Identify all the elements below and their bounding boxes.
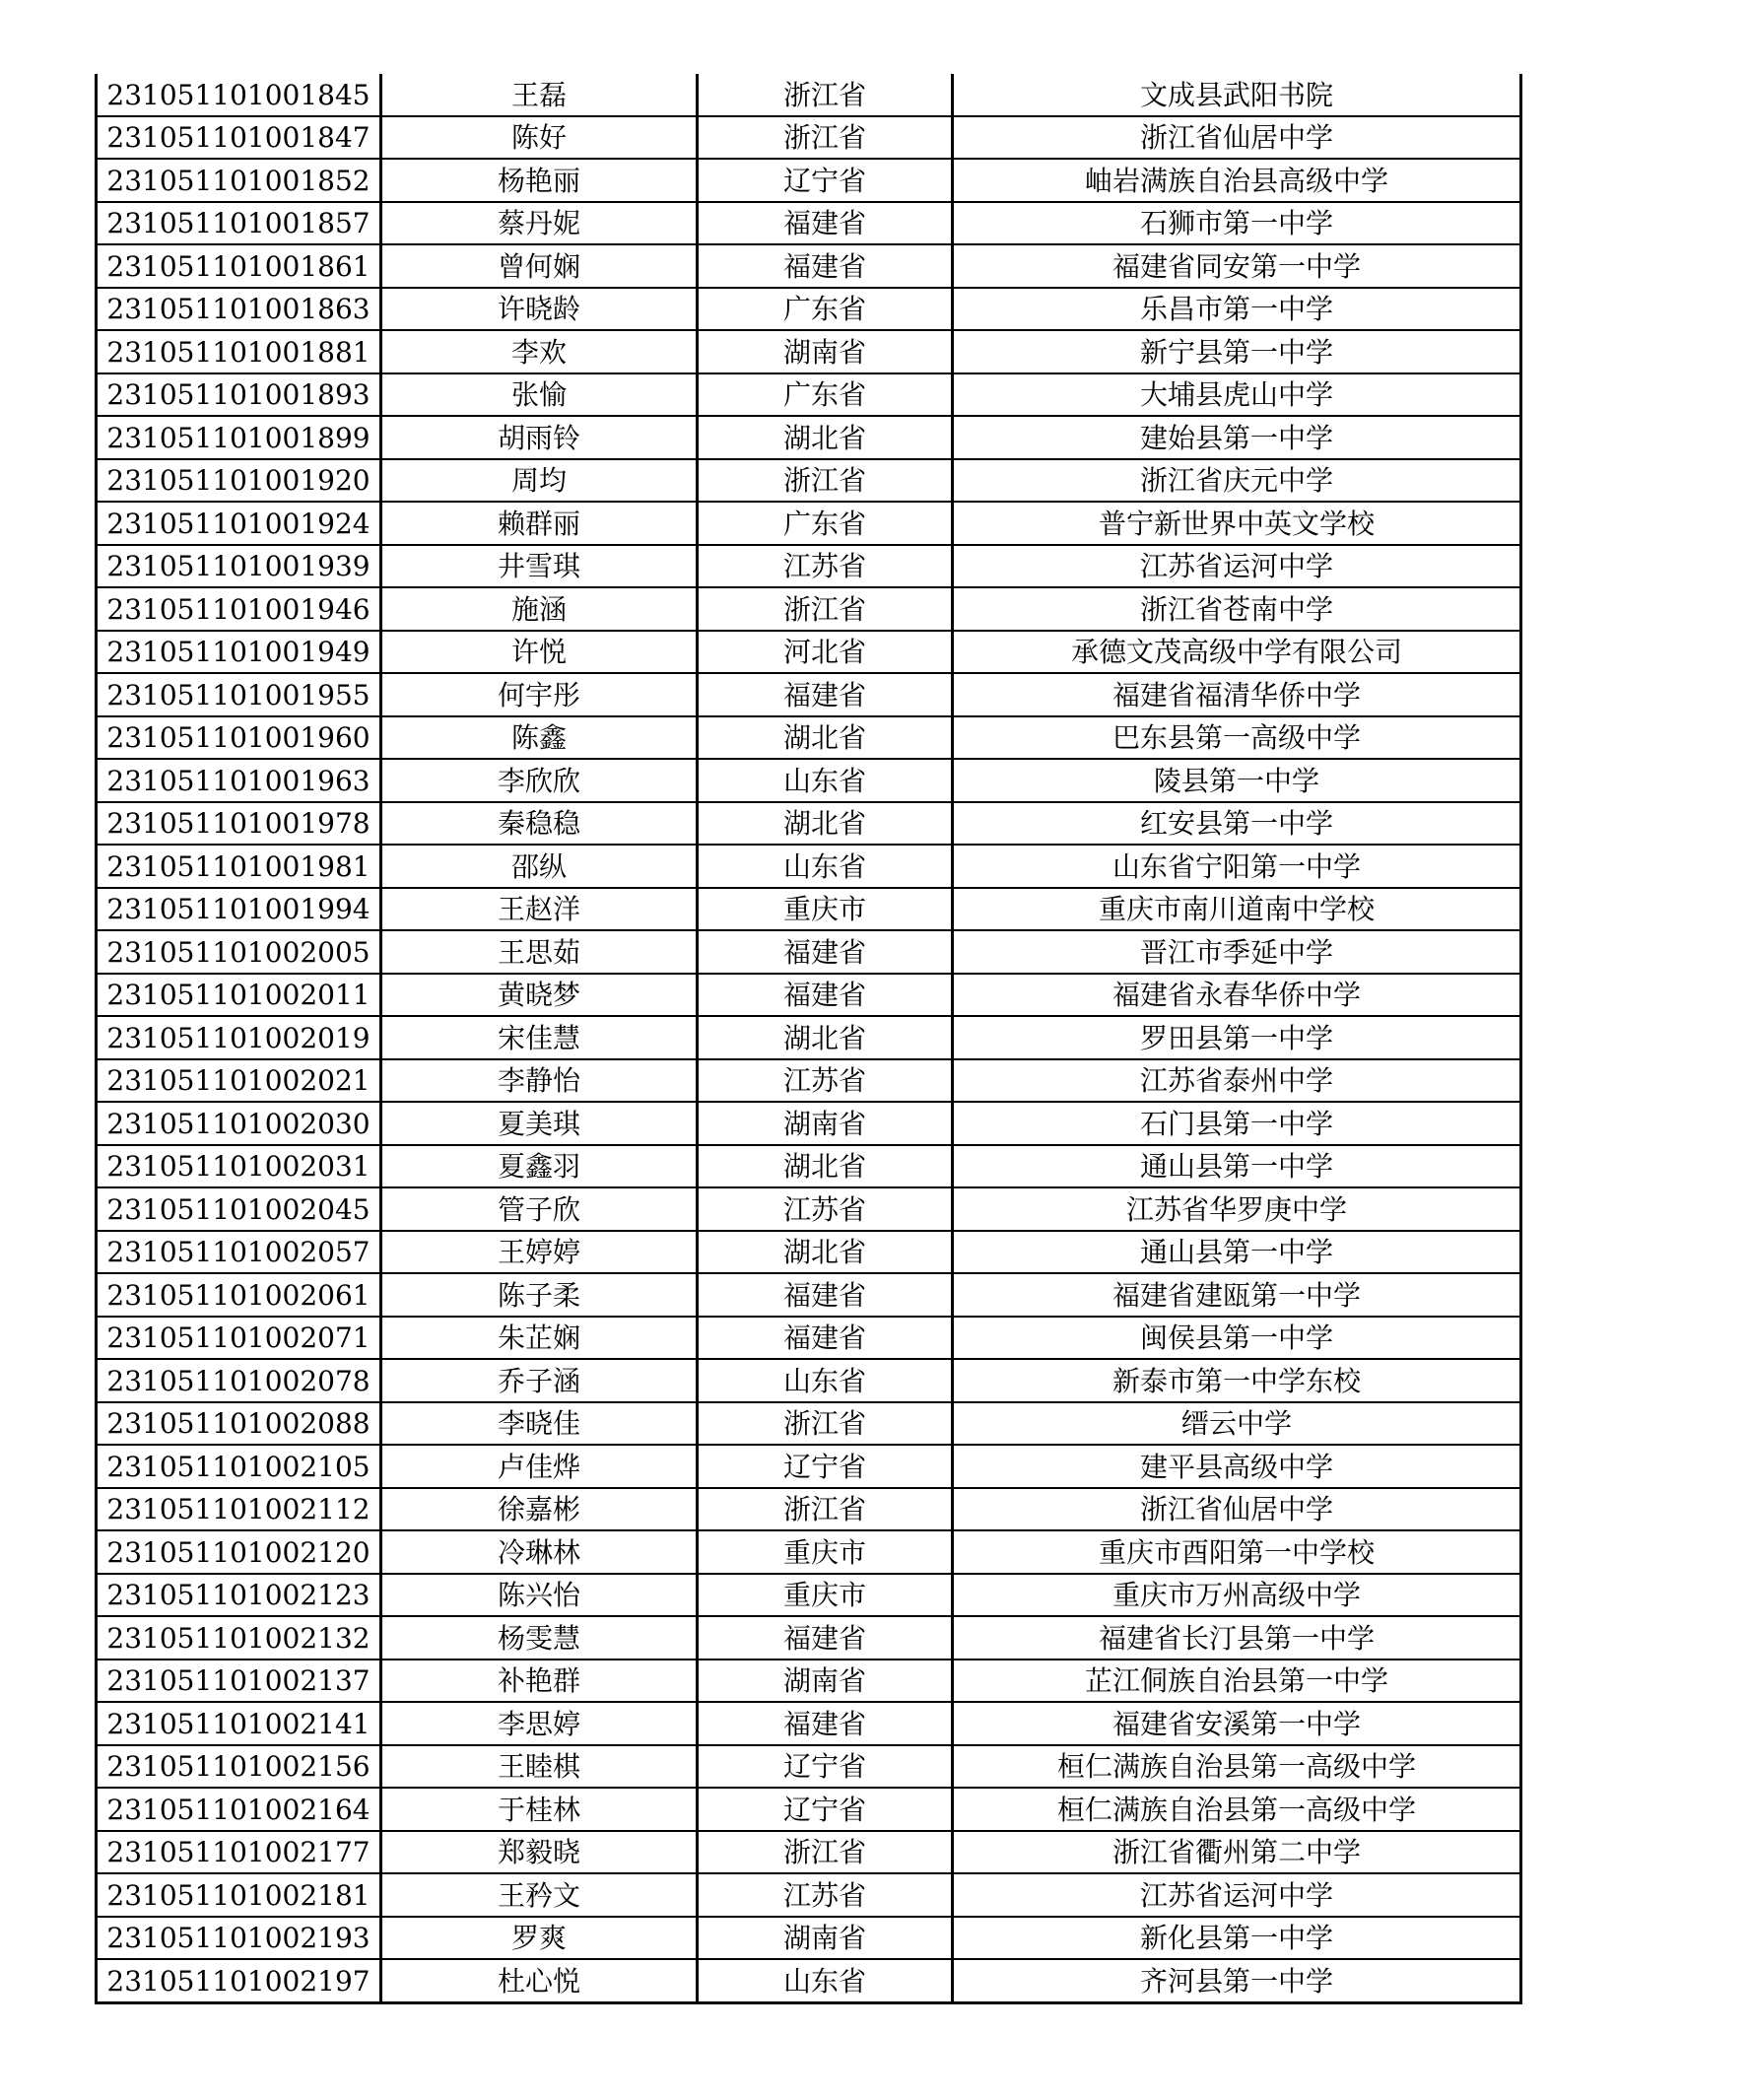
school-cell: 重庆市万州高级中学 <box>953 1574 1521 1617</box>
province-cell: 辽宁省 <box>698 1445 953 1488</box>
table-row <box>97 1660 1521 1703</box>
exam-id-cell: 231051101002156 <box>97 1745 381 1789</box>
name-cell: 陈子柔 <box>381 1273 698 1317</box>
table-row <box>97 673 1521 716</box>
name-cell: 王磊 <box>381 74 698 116</box>
exam-id-cell: 231051101002045 <box>97 1187 381 1231</box>
table-row <box>97 330 1521 373</box>
name-cell: 王睦棋 <box>381 1745 698 1789</box>
school-cell: 巴东县第一高级中学 <box>953 716 1521 760</box>
province-cell: 广东省 <box>698 502 953 545</box>
roster-body <box>97 74 1521 2002</box>
name-cell: 许悦 <box>381 631 698 674</box>
table-row <box>97 74 1521 116</box>
school-cell: 芷江侗族自治县第一中学 <box>953 1660 1521 1703</box>
exam-id-cell: 231051101002071 <box>97 1317 381 1360</box>
exam-id-cell: 231051101002123 <box>97 1574 381 1617</box>
exam-id-cell: 231051101002005 <box>97 930 381 974</box>
table-row <box>97 545 1521 588</box>
name-cell: 宋佳慧 <box>381 1016 698 1059</box>
school-cell: 福建省永春华侨中学 <box>953 974 1521 1017</box>
province-cell: 辽宁省 <box>698 1745 953 1789</box>
exam-id-cell: 231051101001845 <box>97 74 381 116</box>
province-cell: 福建省 <box>698 930 953 974</box>
table-row <box>97 373 1521 417</box>
school-cell: 山东省宁阳第一中学 <box>953 845 1521 888</box>
name-cell: 陈鑫 <box>381 716 698 760</box>
name-cell: 卢佳烨 <box>381 1445 698 1488</box>
province-cell: 浙江省 <box>698 587 953 631</box>
table-row <box>97 587 1521 631</box>
name-cell: 蔡丹妮 <box>381 202 698 245</box>
name-cell: 秦稳稳 <box>381 802 698 846</box>
exam-id-cell: 231051101001949 <box>97 631 381 674</box>
name-cell: 陈好 <box>381 116 698 160</box>
name-cell: 赖群丽 <box>381 502 698 545</box>
name-cell: 夏美琪 <box>381 1102 698 1145</box>
province-cell: 重庆市 <box>698 1574 953 1617</box>
exam-id-cell: 231051101001857 <box>97 202 381 245</box>
exam-id-cell: 231051101001863 <box>97 288 381 331</box>
exam-id-cell: 231051101002021 <box>97 1059 381 1103</box>
exam-id-cell: 231051101001963 <box>97 759 381 802</box>
school-cell: 桓仁满族自治县第一高级中学 <box>953 1745 1521 1789</box>
school-cell: 福建省同安第一中学 <box>953 244 1521 288</box>
name-cell: 邵纵 <box>381 845 698 888</box>
name-cell: 黄晓梦 <box>381 974 698 1017</box>
province-cell: 浙江省 <box>698 1488 953 1531</box>
table-row <box>97 116 1521 160</box>
school-cell: 齐河县第一中学 <box>953 1959 1521 2002</box>
name-cell: 李静怡 <box>381 1059 698 1103</box>
name-cell: 杜心悦 <box>381 1959 698 2002</box>
province-cell: 湖北省 <box>698 802 953 846</box>
table-row <box>97 716 1521 760</box>
name-cell: 陈兴怡 <box>381 1574 698 1617</box>
exam-id-cell: 231051101001994 <box>97 888 381 931</box>
province-cell: 浙江省 <box>698 1402 953 1446</box>
province-cell: 辽宁省 <box>698 159 953 202</box>
table-row <box>97 845 1521 888</box>
name-cell: 朱芷娴 <box>381 1317 698 1360</box>
name-cell: 井雪琪 <box>381 545 698 588</box>
province-cell: 湖南省 <box>698 1660 953 1703</box>
exam-id-cell: 231051101002105 <box>97 1445 381 1488</box>
school-cell: 重庆市南川道南中学校 <box>953 888 1521 931</box>
school-cell: 晋江市季延中学 <box>953 930 1521 974</box>
school-cell: 重庆市酉阳第一中学校 <box>953 1530 1521 1574</box>
school-cell: 江苏省运河中学 <box>953 1873 1521 1917</box>
exam-id-cell: 231051101001978 <box>97 802 381 846</box>
school-cell: 通山县第一中学 <box>953 1145 1521 1188</box>
table-row <box>97 1488 1521 1531</box>
table-row <box>97 1574 1521 1617</box>
table-row <box>97 631 1521 674</box>
exam-id-cell: 231051101002177 <box>97 1831 381 1874</box>
name-cell: 施涵 <box>381 587 698 631</box>
school-cell: 岫岩满族自治县高级中学 <box>953 159 1521 202</box>
province-cell: 山东省 <box>698 845 953 888</box>
exam-id-cell: 231051101002197 <box>97 1959 381 2002</box>
table-row <box>97 888 1521 931</box>
school-cell: 文成县武阳书院 <box>953 74 1521 116</box>
table-row <box>97 759 1521 802</box>
table-row <box>97 1788 1521 1831</box>
province-cell: 江苏省 <box>698 1873 953 1917</box>
province-cell: 福建省 <box>698 244 953 288</box>
province-cell: 福建省 <box>698 974 953 1017</box>
school-cell: 福建省福清华侨中学 <box>953 673 1521 716</box>
student-roster-table <box>95 74 1522 2004</box>
school-cell: 承德文茂高级中学有限公司 <box>953 631 1521 674</box>
table-row <box>97 1702 1521 1745</box>
province-cell: 湖北省 <box>698 1231 953 1274</box>
exam-id-cell: 231051101001981 <box>97 845 381 888</box>
province-cell: 湖南省 <box>698 330 953 373</box>
exam-id-cell: 231051101001899 <box>97 416 381 459</box>
name-cell: 何宇彤 <box>381 673 698 716</box>
province-cell: 湖南省 <box>698 1102 953 1145</box>
name-cell: 补艳群 <box>381 1660 698 1703</box>
name-cell: 王思茹 <box>381 930 698 974</box>
table-row <box>97 1616 1521 1660</box>
table-row <box>97 1359 1521 1402</box>
exam-id-cell: 231051101001960 <box>97 716 381 760</box>
table-row <box>97 202 1521 245</box>
name-cell: 杨雯慧 <box>381 1616 698 1660</box>
name-cell: 郑毅晓 <box>381 1831 698 1874</box>
province-cell: 重庆市 <box>698 888 953 931</box>
exam-id-cell: 231051101001924 <box>97 502 381 545</box>
exam-id-cell: 231051101002120 <box>97 1530 381 1574</box>
province-cell: 湖南省 <box>698 1917 953 1960</box>
exam-id-cell: 231051101001881 <box>97 330 381 373</box>
table-row <box>97 1273 1521 1317</box>
school-cell: 浙江省庆元中学 <box>953 459 1521 503</box>
school-cell: 福建省长汀县第一中学 <box>953 1616 1521 1660</box>
school-cell: 罗田县第一中学 <box>953 1016 1521 1059</box>
school-cell: 缙云中学 <box>953 1402 1521 1446</box>
name-cell: 夏鑫羽 <box>381 1145 698 1188</box>
table-row <box>97 930 1521 974</box>
school-cell: 浙江省衢州第二中学 <box>953 1831 1521 1874</box>
school-cell: 建始县第一中学 <box>953 416 1521 459</box>
exam-id-cell: 231051101002141 <box>97 1702 381 1745</box>
table-row <box>97 1530 1521 1574</box>
name-cell: 徐嘉彬 <box>381 1488 698 1531</box>
province-cell: 山东省 <box>698 1959 953 2002</box>
province-cell: 湖北省 <box>698 416 953 459</box>
name-cell: 许晓龄 <box>381 288 698 331</box>
province-cell: 浙江省 <box>698 116 953 160</box>
exam-id-cell: 231051101002164 <box>97 1788 381 1831</box>
school-cell: 建平县高级中学 <box>953 1445 1521 1488</box>
table-row <box>97 802 1521 846</box>
school-cell: 桓仁满族自治县第一高级中学 <box>953 1788 1521 1831</box>
school-cell: 乐昌市第一中学 <box>953 288 1521 331</box>
exam-id-cell: 231051101002078 <box>97 1359 381 1402</box>
school-cell: 福建省建瓯第一中学 <box>953 1273 1521 1317</box>
province-cell: 辽宁省 <box>698 1788 953 1831</box>
table-row <box>97 502 1521 545</box>
school-cell: 江苏省泰州中学 <box>953 1059 1521 1103</box>
exam-id-cell: 231051101002132 <box>97 1616 381 1660</box>
province-cell: 湖北省 <box>698 1145 953 1188</box>
school-cell: 红安县第一中学 <box>953 802 1521 846</box>
province-cell: 湖北省 <box>698 1016 953 1059</box>
school-cell: 石狮市第一中学 <box>953 202 1521 245</box>
province-cell: 湖北省 <box>698 716 953 760</box>
province-cell: 福建省 <box>698 673 953 716</box>
exam-id-cell: 231051101002193 <box>97 1917 381 1960</box>
province-cell: 福建省 <box>698 202 953 245</box>
table-row <box>97 1102 1521 1145</box>
exam-id-cell: 231051101001861 <box>97 244 381 288</box>
school-cell: 大埔县虎山中学 <box>953 373 1521 417</box>
exam-id-cell: 231051101002057 <box>97 1231 381 1274</box>
exam-id-cell: 231051101001847 <box>97 116 381 160</box>
province-cell: 浙江省 <box>698 459 953 503</box>
name-cell: 乔子涵 <box>381 1359 698 1402</box>
exam-id-cell: 231051101002088 <box>97 1402 381 1446</box>
school-cell: 陵县第一中学 <box>953 759 1521 802</box>
table-row <box>97 1917 1521 1960</box>
exam-id-cell: 231051101002031 <box>97 1145 381 1188</box>
exam-id-cell: 231051101001920 <box>97 459 381 503</box>
province-cell: 福建省 <box>698 1273 953 1317</box>
exam-id-cell: 231051101002061 <box>97 1273 381 1317</box>
exam-id-cell: 231051101002137 <box>97 1660 381 1703</box>
name-cell: 于桂林 <box>381 1788 698 1831</box>
school-cell: 新化县第一中学 <box>953 1917 1521 1960</box>
table-row <box>97 1317 1521 1360</box>
exam-id-cell: 231051101002011 <box>97 974 381 1017</box>
name-cell: 周均 <box>381 459 698 503</box>
school-cell: 普宁新世界中英文学校 <box>953 502 1521 545</box>
exam-id-cell: 231051101002030 <box>97 1102 381 1145</box>
table-row <box>97 1016 1521 1059</box>
province-cell: 福建省 <box>698 1317 953 1360</box>
school-cell: 江苏省华罗庚中学 <box>953 1187 1521 1231</box>
table-row <box>97 1745 1521 1789</box>
table-row <box>97 1059 1521 1103</box>
table-row <box>97 459 1521 503</box>
table-row <box>97 974 1521 1017</box>
school-cell: 新宁县第一中学 <box>953 330 1521 373</box>
table-row <box>97 244 1521 288</box>
table-row <box>97 1873 1521 1917</box>
name-cell: 张愉 <box>381 373 698 417</box>
name-cell: 王赵洋 <box>381 888 698 931</box>
name-cell: 管子欣 <box>381 1187 698 1231</box>
province-cell: 江苏省 <box>698 1187 953 1231</box>
exam-id-cell: 231051101001939 <box>97 545 381 588</box>
table-row <box>97 1231 1521 1274</box>
table-row <box>97 1402 1521 1446</box>
name-cell: 曾何娴 <box>381 244 698 288</box>
table-row <box>97 159 1521 202</box>
name-cell: 李欣欣 <box>381 759 698 802</box>
table-row <box>97 1445 1521 1488</box>
name-cell: 杨艳丽 <box>381 159 698 202</box>
exam-id-cell: 231051101001893 <box>97 373 381 417</box>
table-row <box>97 1959 1521 2002</box>
province-cell: 江苏省 <box>698 545 953 588</box>
table-row <box>97 288 1521 331</box>
table-row <box>97 1145 1521 1188</box>
province-cell: 浙江省 <box>698 1831 953 1874</box>
table-row <box>97 416 1521 459</box>
exam-id-cell: 231051101002181 <box>97 1873 381 1917</box>
province-cell: 河北省 <box>698 631 953 674</box>
name-cell: 李思婷 <box>381 1702 698 1745</box>
name-cell: 李欢 <box>381 330 698 373</box>
school-cell: 江苏省运河中学 <box>953 545 1521 588</box>
province-cell: 江苏省 <box>698 1059 953 1103</box>
school-cell: 浙江省仙居中学 <box>953 1488 1521 1531</box>
name-cell: 王矜文 <box>381 1873 698 1917</box>
exam-id-cell: 231051101002019 <box>97 1016 381 1059</box>
province-cell: 山东省 <box>698 1359 953 1402</box>
province-cell: 福建省 <box>698 1616 953 1660</box>
province-cell: 山东省 <box>698 759 953 802</box>
school-cell: 浙江省苍南中学 <box>953 587 1521 631</box>
school-cell: 新泰市第一中学东校 <box>953 1359 1521 1402</box>
province-cell: 重庆市 <box>698 1530 953 1574</box>
exam-id-cell: 231051101002112 <box>97 1488 381 1531</box>
school-cell: 通山县第一中学 <box>953 1231 1521 1274</box>
name-cell: 胡雨铃 <box>381 416 698 459</box>
province-cell: 浙江省 <box>698 74 953 116</box>
name-cell: 罗爽 <box>381 1917 698 1960</box>
name-cell: 王婷婷 <box>381 1231 698 1274</box>
school-cell: 浙江省仙居中学 <box>953 116 1521 160</box>
exam-id-cell: 231051101001852 <box>97 159 381 202</box>
table-row <box>97 1831 1521 1874</box>
school-cell: 石门县第一中学 <box>953 1102 1521 1145</box>
name-cell: 冷琳林 <box>381 1530 698 1574</box>
school-cell: 闽侯县第一中学 <box>953 1317 1521 1360</box>
exam-id-cell: 231051101001946 <box>97 587 381 631</box>
province-cell: 福建省 <box>698 1702 953 1745</box>
name-cell: 李晓佳 <box>381 1402 698 1446</box>
table-row <box>97 1187 1521 1231</box>
school-cell: 福建省安溪第一中学 <box>953 1702 1521 1745</box>
exam-id-cell: 231051101001955 <box>97 673 381 716</box>
province-cell: 广东省 <box>698 288 953 331</box>
province-cell: 广东省 <box>698 373 953 417</box>
